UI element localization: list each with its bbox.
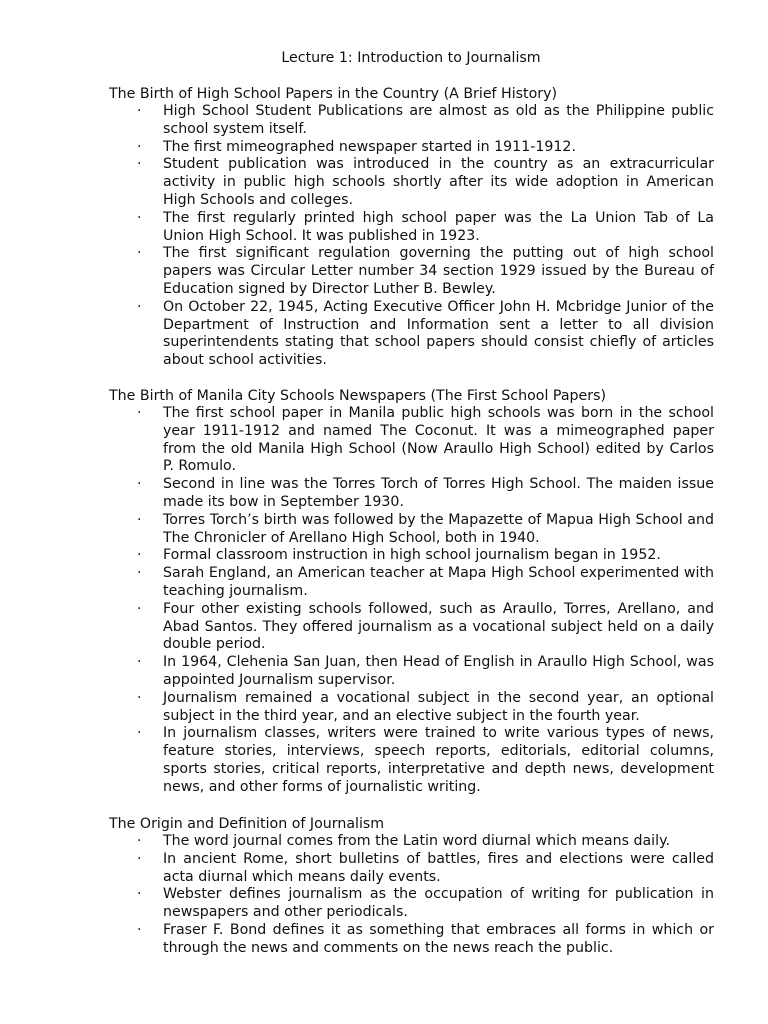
section-heading: The Birth of Manila City Schools Newspapers (The First School Papers) <box>109 388 607 404</box>
list-item <box>109 210 714 246</box>
bullet-icon: · <box>137 209 142 226</box>
list-item-text: On October 22, 1945, Acting Executive Officer John H. Mcbridge Junior of the Department of Instruction and Information sent a letter to all division superintendents stating that school papers should consist chiefly of articles about school activities. <box>163 298 714 369</box>
list-item-text: Webster defines journalism as the occupation of writing for publication in newspapers and other periodicals. <box>163 886 714 921</box>
list-item <box>109 654 714 690</box>
list-item-text: The first school paper in Manila public high schools was born in the school year 1911-1912 and named The Coconut. It was a mimeographed paper from the old Manila High School (Now Araullo High School) edited by Carlos P. Romulo. <box>163 405 714 475</box>
list-item <box>109 405 714 476</box>
section-heading: The Origin and Definition of Journalism <box>109 816 385 832</box>
list-item <box>109 565 714 601</box>
list-item <box>109 833 714 851</box>
section-origin-and-definition-of-journalism <box>109 815 714 958</box>
section-heading: The Birth of High School Papers in the Country (A Brief History) <box>109 86 558 102</box>
list-item-text: High School Student Publications are almost as old as the Philippine public school system itself. <box>163 103 714 137</box>
list-item <box>109 851 714 887</box>
bullet-icon: · <box>137 103 142 119</box>
bullet-icon: · <box>137 138 142 155</box>
list-item-text: Torres Torch’s birth was followed by the Mapazette of Mapua High School and The Chronicler of Arellano High School, both in 1940. <box>163 511 714 546</box>
list-item-text: The first significant regulation governing the putting out of high school papers was Circular Letter number 34 section 1929 issued by the Bureau of Education signed by Director Luther B. Bewley. <box>163 245 714 297</box>
bullet-icon: · <box>137 833 142 849</box>
bullet-icon: · <box>137 298 142 315</box>
bullet-icon: · <box>137 156 142 173</box>
list-item <box>109 601 714 654</box>
list-item-text: In 1964, Clehenia San Juan, then Head of English in Araullo High School, was appointed Journalism supervisor. <box>163 654 714 688</box>
list-item-text: In journalism classes, writers were trained to write various types of news, feature stories, interviews, speech reports, editorials, editorial columns, sports stories, critical reports, interpretative and depth news, development news, and other forms of journalistic writing. <box>163 725 714 795</box>
list-item <box>109 690 714 726</box>
section-birth-of-manila-city-schools-newspapers <box>109 387 714 797</box>
list-item-text: The word journal comes from the Latin word diurnal which means daily. <box>163 833 670 849</box>
bullet-icon: · <box>137 511 142 528</box>
bullet-icon: · <box>137 850 142 867</box>
list-item-text: Journalism remained a vocational subject in the second year, an optional subject in the third year, and an elective subject in the fourth year. <box>163 689 714 724</box>
list-item-text: In ancient Rome, short bulletins of battles, fires and elections were called acta diurnal which means daily events. <box>163 850 714 885</box>
bullet-icon: · <box>137 405 142 421</box>
list-item-text: The first regularly printed high school paper was the La Union Tab of La Union High School. It was published in 1923. <box>163 209 714 244</box>
bullet-list <box>109 103 714 370</box>
list-item-text: Four other existing schools followed, such as Araullo, Torres, Arellano, and Abad Santos. They offered journalism as a vocational subject held on a daily double period. <box>163 600 714 653</box>
list-item <box>109 103 714 139</box>
page-title: Lecture 1: Introduction to Journalism <box>281 50 541 66</box>
list-item <box>109 725 714 796</box>
list-item-text: The first mimeographed newspaper started in 1911-1912. <box>163 138 576 155</box>
list-item <box>109 139 714 157</box>
bullet-icon: · <box>137 725 142 742</box>
list-item <box>109 922 714 958</box>
bullet-list <box>109 405 714 797</box>
bullet-icon: · <box>137 654 142 671</box>
bullet-icon: · <box>137 600 142 617</box>
bullet-icon: · <box>137 476 142 493</box>
bullet-icon: · <box>137 689 142 706</box>
list-item-text: Sarah England, an American teacher at Mapa High School experimented with teaching journalism. <box>163 565 714 599</box>
section-birth-of-high-school-papers <box>109 85 714 370</box>
list-item-text: Fraser F. Bond defines it as something that embraces all forms in which or through the news and comments on the news reach the public. <box>163 921 714 956</box>
bullet-icon: · <box>137 547 142 564</box>
list-item <box>109 299 714 370</box>
bullet-icon: · <box>137 886 142 903</box>
list-item <box>109 547 714 565</box>
list-item <box>109 886 714 922</box>
list-item-text: Second in line was the Torres Torch of Torres High School. The maiden issue made its bow in September 1930. <box>163 476 714 510</box>
list-item <box>109 245 714 298</box>
bullet-icon: · <box>137 565 142 582</box>
list-item <box>109 476 714 512</box>
list-item-text: Formal classroom instruction in high school journalism began in 1952. <box>163 547 661 564</box>
bullet-list <box>109 833 714 958</box>
list-item <box>109 156 714 209</box>
list-item-text: Student publication was introduced in the country as an extracurricular activity in public high schools shortly after its wide adoption in American High Schools and colleges. <box>163 156 714 208</box>
bullet-icon: · <box>137 921 142 938</box>
list-item <box>109 512 714 548</box>
bullet-icon: · <box>137 245 142 262</box>
